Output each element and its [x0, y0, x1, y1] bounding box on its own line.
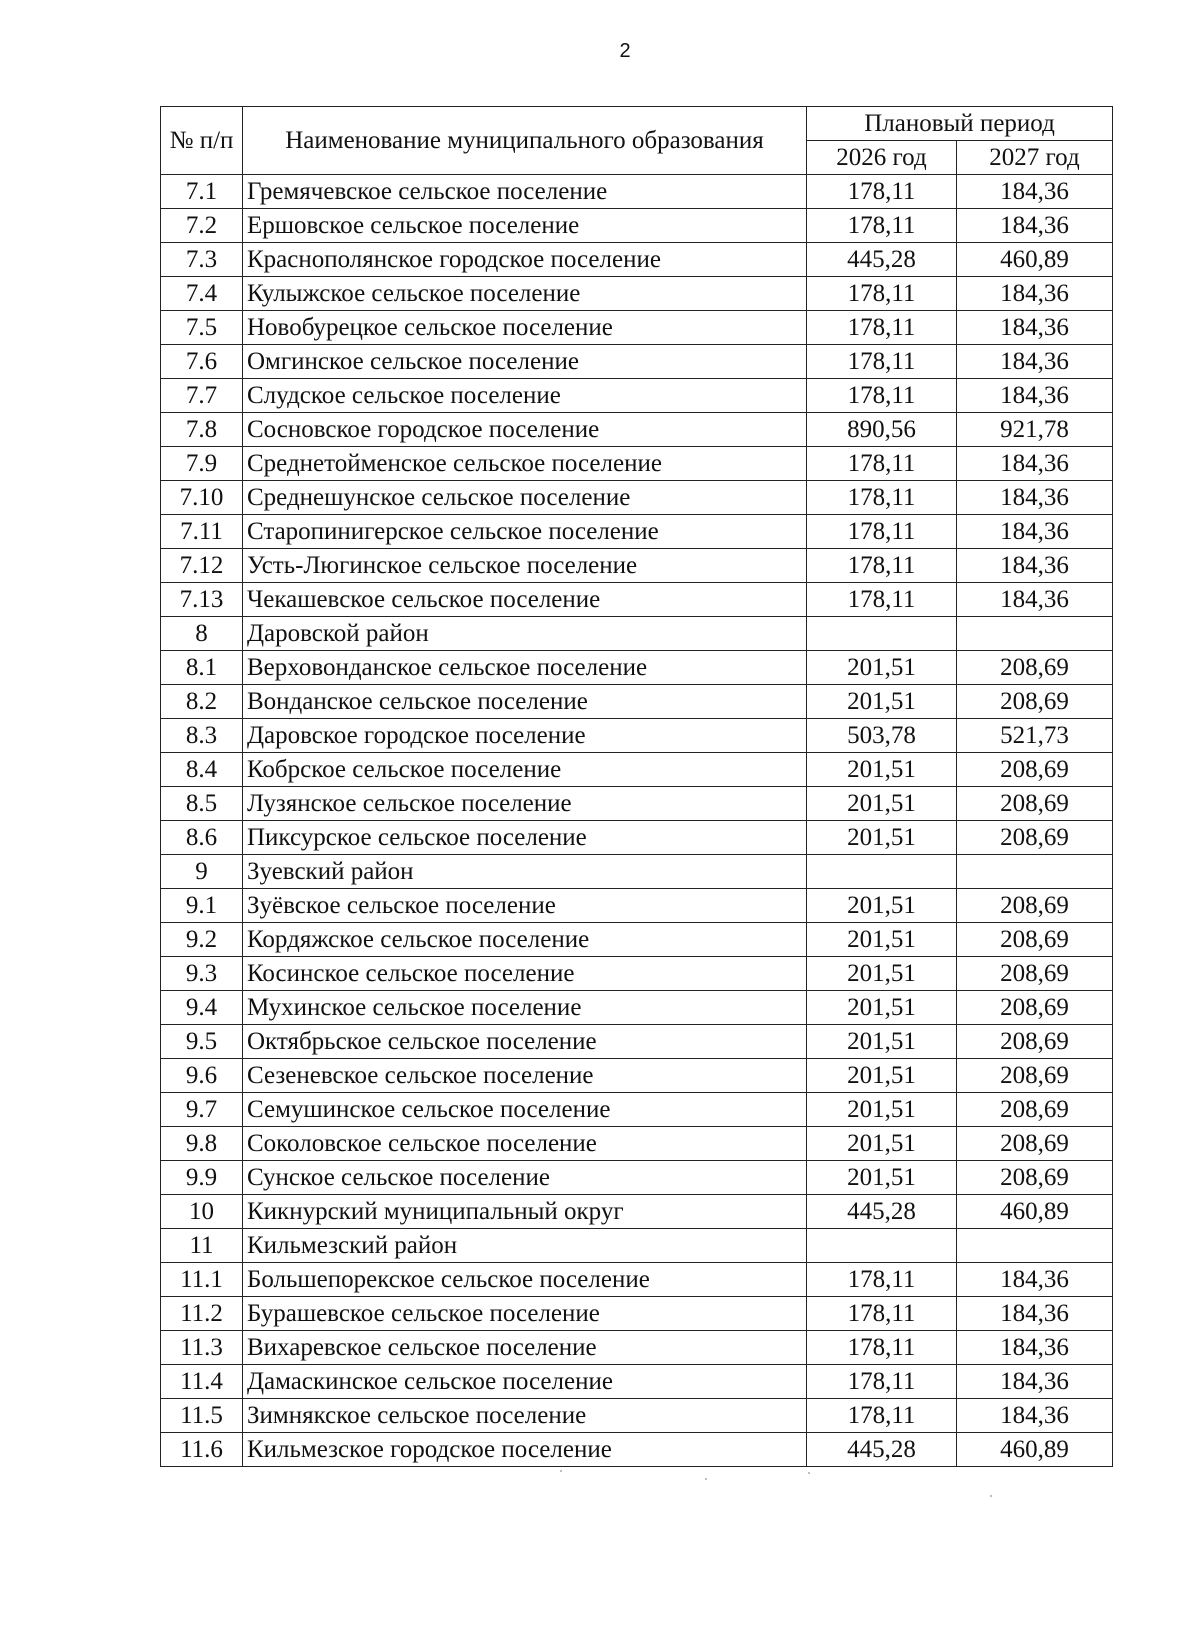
table-row	[161, 1365, 1113, 1399]
row-value-2027: 184,36	[957, 481, 1113, 515]
table-row	[161, 1433, 1113, 1467]
row-name: Кулыжское сельское поселение	[243, 277, 807, 311]
row-value-2026: 201,51	[807, 821, 957, 855]
row-value-2026: 201,51	[807, 685, 957, 719]
table-row	[161, 379, 1113, 413]
table-row	[161, 617, 1113, 651]
table-row	[161, 1059, 1113, 1093]
row-number: 7.9	[161, 447, 243, 481]
row-name: Верховонданское сельское поселение	[243, 651, 807, 685]
row-number: 7.13	[161, 583, 243, 617]
row-name: Новобурецкое сельское поселение	[243, 311, 807, 345]
row-name: Лузянское сельское поселение	[243, 787, 807, 821]
row-value-2027: 460,89	[957, 1195, 1113, 1229]
table-row	[161, 209, 1113, 243]
row-value-2027: 184,36	[957, 447, 1113, 481]
scan-speck	[808, 1472, 810, 1474]
row-value-2026: 178,11	[807, 277, 957, 311]
row-value-2026: 178,11	[807, 345, 957, 379]
row-value-2026: 178,11	[807, 549, 957, 583]
row-name: Дамаскинское сельское поселение	[243, 1365, 807, 1399]
row-value-2026: 201,51	[807, 889, 957, 923]
row-name: Кобрское сельское поселение	[243, 753, 807, 787]
row-value-2027: 184,36	[957, 1399, 1113, 1433]
row-value-2027: 208,69	[957, 1093, 1113, 1127]
row-name: Краснополянское городское поселение	[243, 243, 807, 277]
row-number: 11.2	[161, 1297, 243, 1331]
row-value-2026: 201,51	[807, 651, 957, 685]
row-name: Кильмезское городское поселение	[243, 1433, 807, 1467]
row-number: 8.1	[161, 651, 243, 685]
row-number: 8.6	[161, 821, 243, 855]
row-number: 7.2	[161, 209, 243, 243]
row-name: Мухинское сельское поселение	[243, 991, 807, 1025]
row-number: 7.12	[161, 549, 243, 583]
row-value-2027: 184,36	[957, 1365, 1113, 1399]
row-number: 7.3	[161, 243, 243, 277]
row-value-2026: 201,51	[807, 1161, 957, 1195]
row-number: 8	[161, 617, 243, 651]
row-number: 7.5	[161, 311, 243, 345]
table-row	[161, 515, 1113, 549]
row-value-2026: 445,28	[807, 1433, 957, 1467]
row-name: Чекашевское сельское поселение	[243, 583, 807, 617]
row-number: 7.8	[161, 413, 243, 447]
row-value-2027: 208,69	[957, 685, 1113, 719]
row-value-2026: 178,11	[807, 515, 957, 549]
row-number: 9.1	[161, 889, 243, 923]
row-name: Кордяжское сельское поселение	[243, 923, 807, 957]
row-value-2026	[807, 617, 957, 651]
table-row	[161, 685, 1113, 719]
row-name: Вонданское сельское поселение	[243, 685, 807, 719]
table-body	[161, 175, 1113, 1467]
row-value-2026: 178,11	[807, 481, 957, 515]
row-value-2026: 445,28	[807, 243, 957, 277]
table-row	[161, 1195, 1113, 1229]
table-row	[161, 1127, 1113, 1161]
row-number: 9.9	[161, 1161, 243, 1195]
row-name: Октябрьское сельское поселение	[243, 1025, 807, 1059]
row-value-2027: 521,73	[957, 719, 1113, 753]
row-value-2026	[807, 855, 957, 889]
row-value-2027	[957, 617, 1113, 651]
table-row	[161, 991, 1113, 1025]
row-value-2026: 178,11	[807, 1263, 957, 1297]
row-name: Пиксурское сельское поселение	[243, 821, 807, 855]
row-number: 7.1	[161, 175, 243, 209]
row-value-2027: 184,36	[957, 277, 1113, 311]
table-row	[161, 549, 1113, 583]
row-value-2026: 201,51	[807, 753, 957, 787]
row-value-2027: 184,36	[957, 379, 1113, 413]
scan-speck	[990, 1495, 992, 1497]
row-name: Гремячевское сельское поселение	[243, 175, 807, 209]
row-number: 7.7	[161, 379, 243, 413]
row-number: 11.3	[161, 1331, 243, 1365]
row-value-2026: 178,11	[807, 583, 957, 617]
row-number: 11.1	[161, 1263, 243, 1297]
row-number: 9.4	[161, 991, 243, 1025]
table-row	[161, 821, 1113, 855]
scan-speck	[705, 1478, 707, 1480]
table-row	[161, 243, 1113, 277]
row-value-2027: 184,36	[957, 311, 1113, 345]
row-value-2026: 178,11	[807, 379, 957, 413]
row-number: 8.4	[161, 753, 243, 787]
table-header	[161, 107, 1113, 175]
row-name: Ершовское сельское поселение	[243, 209, 807, 243]
page-number: 2	[619, 40, 631, 62]
row-name: Зуёвское сельское поселение	[243, 889, 807, 923]
row-number: 10	[161, 1195, 243, 1229]
row-name: Косинское сельское поселение	[243, 957, 807, 991]
row-value-2026: 178,11	[807, 1399, 957, 1433]
row-name: Вихаревское сельское поселение	[243, 1331, 807, 1365]
row-value-2027: 208,69	[957, 787, 1113, 821]
table-row	[161, 957, 1113, 991]
row-value-2027: 208,69	[957, 1127, 1113, 1161]
row-value-2027: 208,69	[957, 1161, 1113, 1195]
row-value-2026	[807, 1229, 957, 1263]
row-value-2026: 178,11	[807, 447, 957, 481]
row-value-2026: 201,51	[807, 957, 957, 991]
row-value-2027: 921,78	[957, 413, 1113, 447]
table-row	[161, 1331, 1113, 1365]
row-name: Соколовское сельское поселение	[243, 1127, 807, 1161]
row-value-2026: 178,11	[807, 1365, 957, 1399]
row-name: Кильмезский район	[243, 1229, 807, 1263]
table-row	[161, 583, 1113, 617]
table-row	[161, 447, 1113, 481]
table-row	[161, 1025, 1113, 1059]
header-year-2027: 2027 год	[957, 141, 1113, 175]
row-name: Даровской район	[243, 617, 807, 651]
row-value-2027: 208,69	[957, 651, 1113, 685]
row-value-2027	[957, 855, 1113, 889]
table-row	[161, 787, 1113, 821]
row-name: Среднетойменское сельское поселение	[243, 447, 807, 481]
row-value-2027: 184,36	[957, 549, 1113, 583]
row-value-2026: 201,51	[807, 1025, 957, 1059]
row-value-2027: 184,36	[957, 583, 1113, 617]
table-row	[161, 753, 1113, 787]
table-row	[161, 855, 1113, 889]
row-value-2027: 208,69	[957, 991, 1113, 1025]
row-value-2027: 184,36	[957, 1297, 1113, 1331]
row-value-2027: 184,36	[957, 175, 1113, 209]
table-row	[161, 1263, 1113, 1297]
row-number: 8.5	[161, 787, 243, 821]
row-number: 9.6	[161, 1059, 243, 1093]
row-number: 11.6	[161, 1433, 243, 1467]
header-name: Наименование муниципального образования	[243, 107, 807, 175]
row-name: Сезеневское сельское поселение	[243, 1059, 807, 1093]
row-name: Сунское сельское поселение	[243, 1161, 807, 1195]
row-value-2027: 184,36	[957, 345, 1113, 379]
row-value-2026: 178,11	[807, 175, 957, 209]
header-planning-period: Плановый период	[807, 107, 1113, 141]
row-value-2026: 503,78	[807, 719, 957, 753]
table-row	[161, 1161, 1113, 1195]
row-number: 9.2	[161, 923, 243, 957]
table-row	[161, 1297, 1113, 1331]
allocation-table	[160, 106, 1113, 1467]
row-number: 11	[161, 1229, 243, 1263]
table-row	[161, 1229, 1113, 1263]
row-value-2026: 201,51	[807, 923, 957, 957]
row-name: Зуевский район	[243, 855, 807, 889]
row-name: Кикнурский муниципальный округ	[243, 1195, 807, 1229]
row-value-2027: 460,89	[957, 1433, 1113, 1467]
header-year-2026: 2026 год	[807, 141, 957, 175]
table-row	[161, 175, 1113, 209]
row-name: Семушинское сельское поселение	[243, 1093, 807, 1127]
row-value-2026: 178,11	[807, 209, 957, 243]
row-value-2027: 184,36	[957, 515, 1113, 549]
table-row	[161, 311, 1113, 345]
row-value-2026: 201,51	[807, 1127, 957, 1161]
row-number: 8.2	[161, 685, 243, 719]
row-value-2027: 208,69	[957, 753, 1113, 787]
table-row	[161, 481, 1113, 515]
table-row	[161, 1399, 1113, 1433]
row-number: 7.4	[161, 277, 243, 311]
row-number: 11.5	[161, 1399, 243, 1433]
row-value-2027: 208,69	[957, 1059, 1113, 1093]
header-number: № п/п	[161, 107, 243, 175]
row-number: 9.5	[161, 1025, 243, 1059]
row-number: 9	[161, 855, 243, 889]
row-name: Старопинигерское сельское поселение	[243, 515, 807, 549]
row-value-2026: 445,28	[807, 1195, 957, 1229]
row-number: 9.3	[161, 957, 243, 991]
row-value-2027: 208,69	[957, 889, 1113, 923]
row-number: 9.7	[161, 1093, 243, 1127]
row-value-2026: 201,51	[807, 787, 957, 821]
row-value-2027	[957, 1229, 1113, 1263]
row-name: Зимнякское сельское поселение	[243, 1399, 807, 1433]
row-number: 7.11	[161, 515, 243, 549]
table-row	[161, 345, 1113, 379]
table-row	[161, 889, 1113, 923]
row-value-2027: 184,36	[957, 1263, 1113, 1297]
table-row	[161, 651, 1113, 685]
row-value-2027: 460,89	[957, 243, 1113, 277]
row-number: 8.3	[161, 719, 243, 753]
row-value-2027: 208,69	[957, 923, 1113, 957]
row-value-2026: 178,11	[807, 1297, 957, 1331]
row-number: 9.8	[161, 1127, 243, 1161]
row-value-2026: 890,56	[807, 413, 957, 447]
row-name: Большепорекское сельское поселение	[243, 1263, 807, 1297]
row-name: Усть-Люгинское сельское поселение	[243, 549, 807, 583]
row-number: 7.6	[161, 345, 243, 379]
table-row	[161, 719, 1113, 753]
scan-speck	[560, 1470, 562, 1472]
row-value-2027: 208,69	[957, 957, 1113, 991]
table-row	[161, 1093, 1113, 1127]
row-value-2026: 178,11	[807, 311, 957, 345]
row-value-2027: 184,36	[957, 1331, 1113, 1365]
table-row	[161, 923, 1113, 957]
row-value-2026: 201,51	[807, 1093, 957, 1127]
row-name: Сосновское городское поселение	[243, 413, 807, 447]
row-name: Слудское сельское поселение	[243, 379, 807, 413]
table-row	[161, 413, 1113, 447]
row-value-2027: 208,69	[957, 1025, 1113, 1059]
row-value-2027: 184,36	[957, 209, 1113, 243]
table-row	[161, 277, 1113, 311]
row-name: Бурашевское сельское поселение	[243, 1297, 807, 1331]
row-value-2026: 201,51	[807, 1059, 957, 1093]
row-name: Даровское городское поселение	[243, 719, 807, 753]
row-name: Среднешунское сельское поселение	[243, 481, 807, 515]
row-number: 11.4	[161, 1365, 243, 1399]
row-value-2026: 178,11	[807, 1331, 957, 1365]
row-value-2026: 201,51	[807, 991, 957, 1025]
row-value-2027: 208,69	[957, 821, 1113, 855]
row-number: 7.10	[161, 481, 243, 515]
row-name: Омгинское сельское поселение	[243, 345, 807, 379]
